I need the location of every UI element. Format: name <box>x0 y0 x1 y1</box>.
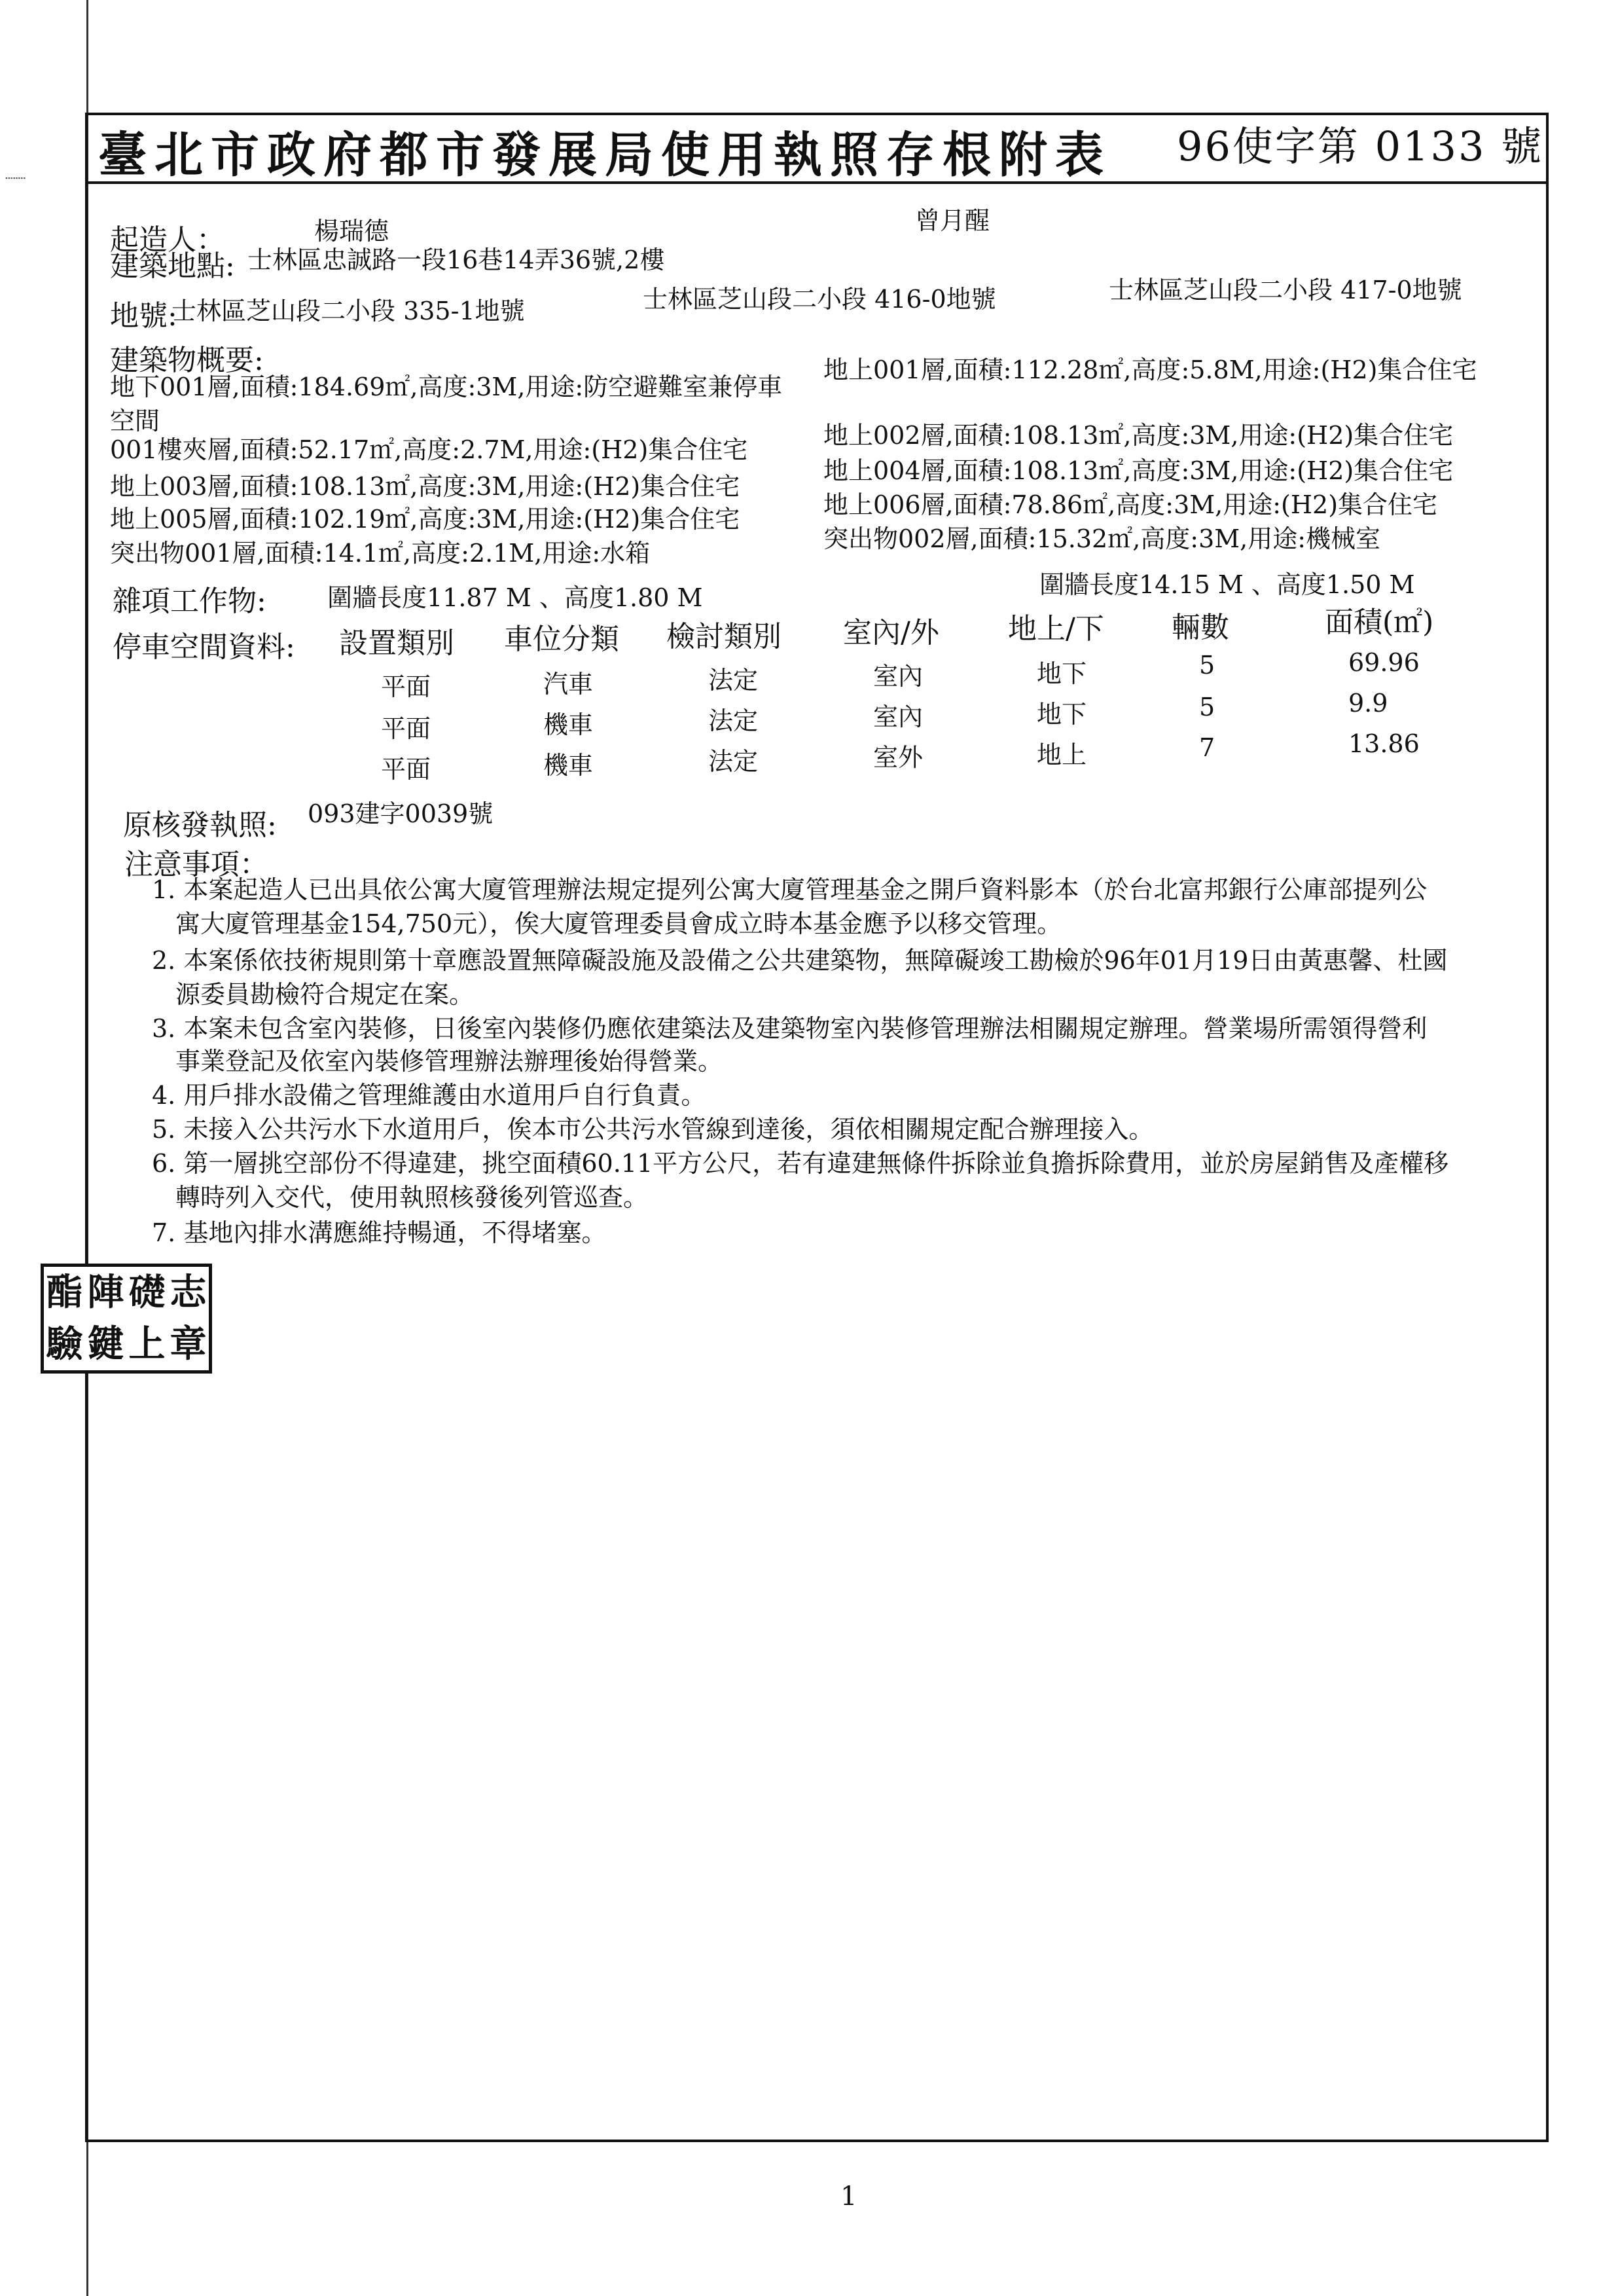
overview-label: 建築物概要: <box>110 344 264 377</box>
misc-item-1: 圍牆長度11.87 M 、高度1.80 M <box>327 583 703 612</box>
parking-cell: 地上 <box>1037 740 1087 769</box>
site-address: 士林區忠誠路一段16巷14弄36號,2樓 <box>247 246 665 274</box>
parking-cell: 平面 <box>381 755 431 784</box>
parking-cell: 機車 <box>543 751 594 780</box>
note-line: 2. 本案係依技術規則第十章應設置無障礙設施及設備之公共建築物，無障礙竣工勘檢於96年01月19日由黃惠馨、杜國 <box>152 946 1448 975</box>
parking-cell: 7 <box>1199 733 1215 762</box>
official-seal-stamp <box>41 1264 212 1374</box>
parking-cell: 法定 <box>708 747 759 776</box>
applicant-name-1: 楊瑞德 <box>314 217 389 246</box>
note-line: 6. 第一層挑空部份不得違建，挑空面積60.11平方公尺，若有違建無條件拆除並負擔拆除費用，並於房屋銷售及產權移 <box>152 1149 1449 1178</box>
misc-label: 雜項工作物: <box>113 585 266 618</box>
parking-header: 室內/外 <box>843 616 939 649</box>
parking-header: 設置類別 <box>339 627 454 660</box>
parking-cell: 地下 <box>1037 659 1087 688</box>
notes-label: 注意事項： <box>124 848 268 881</box>
seal-char: 志 <box>170 1271 207 1314</box>
parking-cell: 室外 <box>873 743 924 772</box>
seal-char: 驗 <box>46 1322 83 1366</box>
seal-char: 章 <box>170 1322 207 1366</box>
seal-char: 鍵 <box>87 1322 124 1366</box>
parking-cell: 地下 <box>1037 700 1087 729</box>
overview-line: 地上002層,面積:108.13㎡,高度:3M,用途:(H2)集合住宅 <box>823 421 1454 450</box>
note-line: 3. 本案未包含室內裝修，日後室內裝修仍應依建築法及建築物室內裝修管理辦法相關規定辦理。營業場所需領得營利 <box>152 1014 1428 1043</box>
parking-cell: 5 <box>1199 693 1215 721</box>
note-line: 4. 用戶排水設備之管理維護由水道用戶自行負責。 <box>152 1081 706 1110</box>
parking-cell: 法定 <box>708 706 759 735</box>
parking-cell: 69.96 <box>1348 648 1420 677</box>
overview-line: 001樓夾層,面積:52.17㎡,高度:2.7M,用途:(H2)集合住宅 <box>110 435 748 464</box>
note-line: 源委員勘檢符合規定在案。 <box>175 980 475 1009</box>
overview-line: 地上003層,面積:108.13㎡,高度:3M,用途:(H2)集合住宅 <box>110 472 740 501</box>
overview-line: 地上004層,面積:108.13㎡,高度:3M,用途:(H2)集合住宅 <box>823 456 1454 485</box>
permit-number: 96使字第 0133 號 <box>1177 122 1544 170</box>
lot-number-2: 士林區芝山段二小段 416-0地號 <box>643 285 996 314</box>
seal-char: 酯 <box>46 1271 83 1314</box>
parking-label: 停車空間資料: <box>113 630 295 664</box>
misc-item-2: 圍牆長度14.15 M 、高度1.50 M <box>1039 570 1415 599</box>
overview-line: 地上006層,面積:78.86㎡,高度:3M,用途:(H2)集合住宅 <box>823 490 1438 519</box>
applicant-name-2: 曾月醒 <box>915 206 990 235</box>
parking-cell: 機車 <box>543 710 594 739</box>
overview-line: 地上001層,面積:112.28㎡,高度:5.8M,用途:(H2)集合住宅 <box>823 355 1477 384</box>
lot-number-1: 士林區芝山段二小段 335-1地號 <box>171 297 525 325</box>
overview-line: 地下001層,面積:184.69㎡,高度:3M,用途:防空避難室兼停車 <box>110 373 783 401</box>
parking-cell: 室內 <box>873 662 924 691</box>
parking-cell: 法定 <box>708 666 759 695</box>
parking-header: 面積(㎡) <box>1325 606 1434 639</box>
seal-char: 上 <box>128 1322 166 1366</box>
parking-cell: 13.86 <box>1348 729 1420 758</box>
note-line: 5. 未接入公共污水下水道用戶，俟本市公共污水管線到達後，須依相關規定配合辦理接入。 <box>152 1115 1154 1144</box>
parking-cell: 汽車 <box>543 670 594 699</box>
note-line: 事業登記及依室內裝修管理辦法辦理後始得營業。 <box>175 1047 723 1076</box>
note-line: 7. 基地內排水溝應維持暢通，不得堵塞。 <box>152 1218 607 1247</box>
parking-cell: 9.9 <box>1348 689 1388 718</box>
overview-line: 突出物002層,面積:15.32㎡,高度:3M,用途:機械室 <box>823 524 1381 553</box>
note-line: 寓大廈管理基金154,750元），俟大廈管理委員會成立時本基金應予以移交管理。 <box>175 909 1062 938</box>
overview-line: 地上005層,面積:102.19㎡,高度:3M,用途:(H2)集合住宅 <box>110 505 740 534</box>
parking-cell: 室內 <box>873 702 924 731</box>
seal-char: 礎 <box>128 1271 166 1314</box>
overview-line: 空間 <box>110 407 160 435</box>
original-permit-label: 原核發執照: <box>123 809 277 842</box>
applicant-label: 起造人： <box>110 223 225 257</box>
parking-header: 車位分類 <box>504 623 619 656</box>
parking-header: 地上/下 <box>1008 612 1104 646</box>
parking-header: 檢討類別 <box>666 620 782 653</box>
parking-cell: 平面 <box>381 672 431 701</box>
parking-cell: 5 <box>1199 651 1215 680</box>
note-line: 轉時列入交代，使用執照核發後列管巡查。 <box>175 1183 649 1212</box>
site-label: 建築地點: <box>110 249 235 283</box>
document-title: 臺北市政府都市發展局使用執照存根附表 <box>98 127 1111 183</box>
lot-number-3: 士林區芝山段二小段 417-0地號 <box>1109 276 1462 304</box>
parking-header: 輛數 <box>1172 611 1229 644</box>
page-number: 1 <box>840 2181 857 2212</box>
margin-mark: ┈┈ <box>5 169 26 189</box>
overview-line: 突出物001層,面積:14.1㎡,高度:2.1M,用途:水箱 <box>110 539 651 568</box>
lot-label: 地號: <box>110 299 177 333</box>
seal-char: 陣 <box>87 1271 124 1314</box>
parking-cell: 平面 <box>381 714 431 743</box>
note-line: 1. 本案起造人已出具依公寓大廈管理辦法規定提列公寓大廈管理基金之開戶資料影本（於台北富邦銀行公庫部提列公 <box>152 875 1428 904</box>
original-permit-number: 093建字0039號 <box>308 799 494 828</box>
